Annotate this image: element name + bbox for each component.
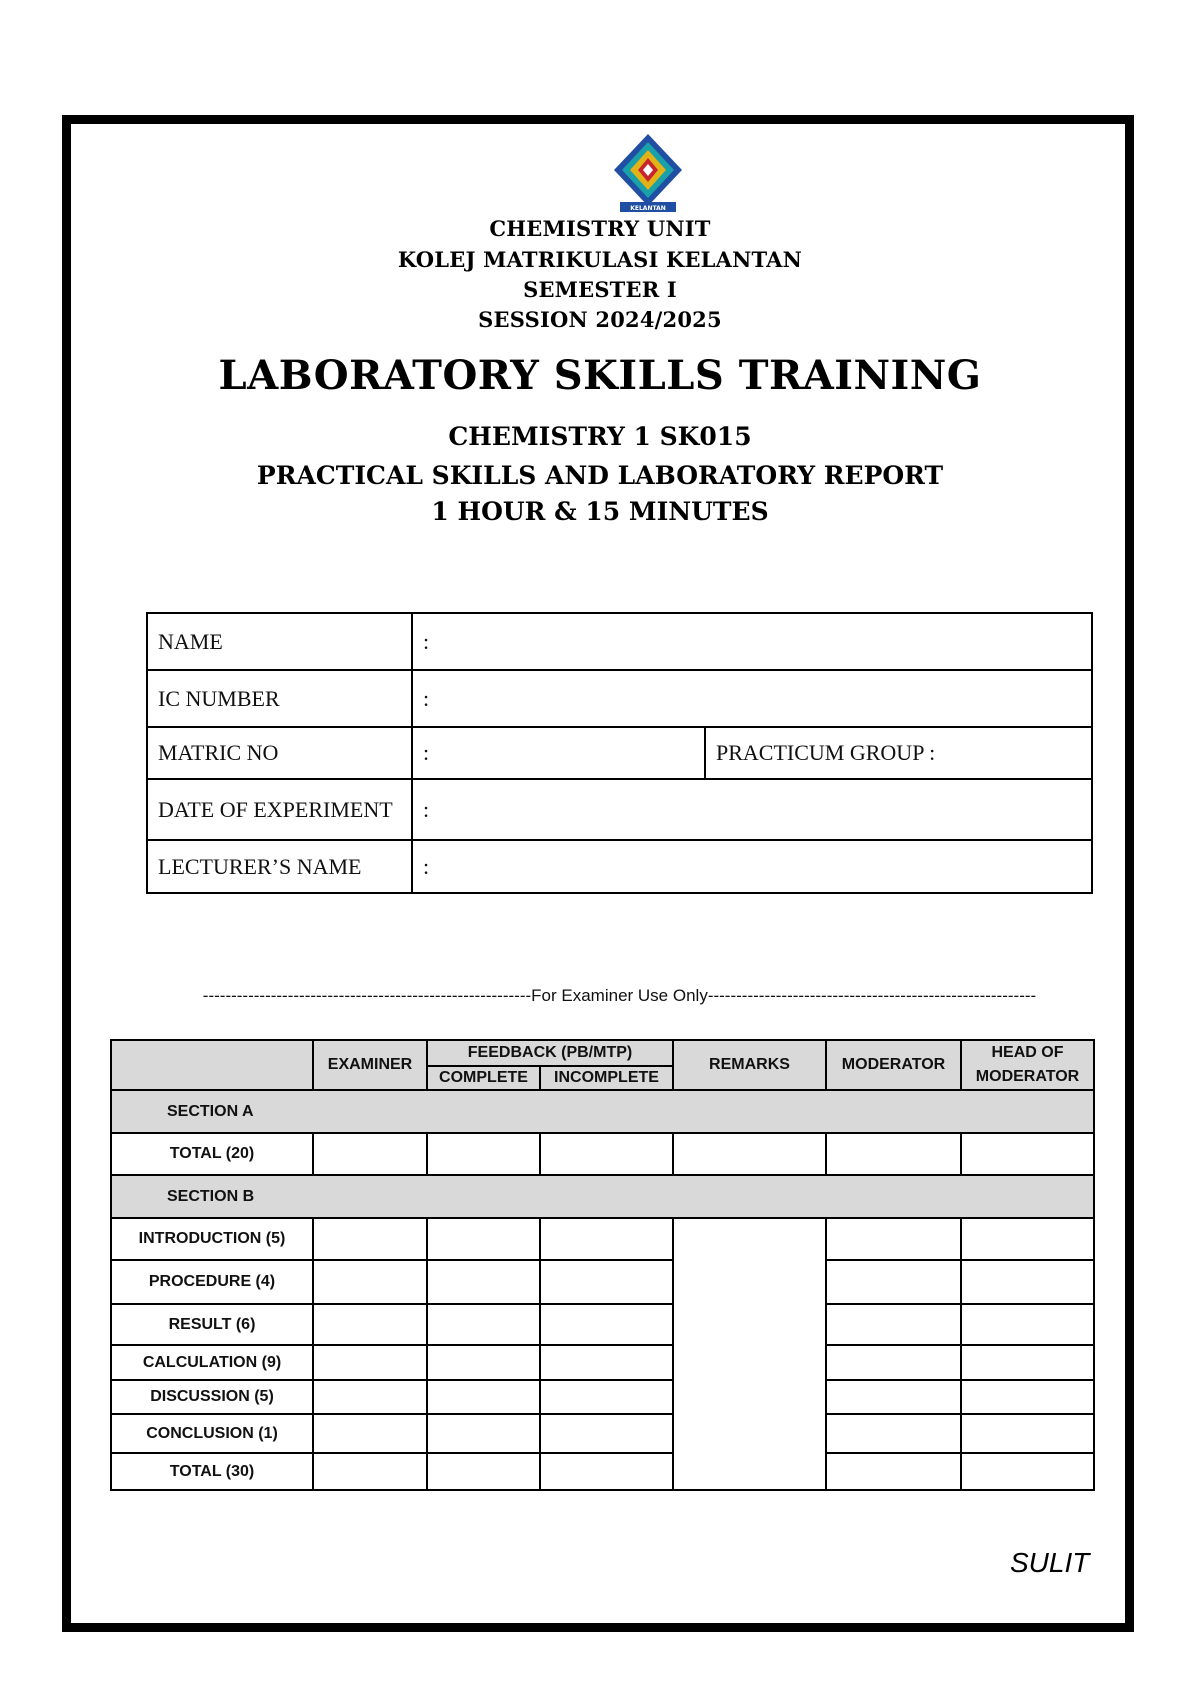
row-label: CALCULATION (9) (111, 1345, 313, 1380)
lecturer-label: LECTURER’S NAME (147, 840, 412, 893)
score-cell[interactable] (427, 1380, 540, 1414)
name-label: NAME (147, 613, 412, 670)
main-title: LABORATORY SKILLS TRAINING (218, 352, 982, 399)
score-cell[interactable] (427, 1345, 540, 1380)
duration: 1 HOUR & 15 MINUTES (431, 497, 769, 526)
report-subtitle: PRACTICAL SKILLS AND LABORATORY REPORT (256, 461, 944, 490)
score-cell[interactable] (961, 1133, 1094, 1175)
divider-right: ---------------------------------------------------------- (707, 986, 1037, 1005)
score-cell[interactable] (540, 1133, 673, 1175)
score-cell[interactable] (961, 1414, 1094, 1453)
score-cell[interactable] (673, 1133, 826, 1175)
score-cell[interactable] (826, 1260, 961, 1304)
header-feedback: FEEDBACK (PB/MTP) (427, 1040, 673, 1066)
row-label: TOTAL (30) (111, 1453, 313, 1490)
name-field[interactable]: : (412, 613, 1092, 670)
score-cell[interactable] (961, 1260, 1094, 1304)
logo-text: KELANTAN (630, 205, 666, 212)
score-cell[interactable] (427, 1453, 540, 1490)
examiner-table (110, 1039, 1095, 1491)
header-blank (111, 1040, 313, 1090)
row-label: CONCLUSION (1) (111, 1414, 313, 1453)
score-cell[interactable] (313, 1260, 427, 1304)
student-info-table (146, 612, 1093, 894)
score-cell[interactable] (313, 1414, 427, 1453)
date-label: DATE OF EXPERIMENT (147, 779, 412, 840)
score-cell[interactable] (961, 1453, 1094, 1490)
college-logo (612, 132, 684, 214)
unit-title: CHEMISTRY UNIT (489, 216, 711, 241)
ic-label: IC NUMBER (147, 670, 412, 727)
date-field[interactable]: : (412, 779, 1092, 840)
row-label: RESULT (6) (111, 1304, 313, 1345)
score-cell[interactable] (427, 1414, 540, 1453)
score-cell[interactable] (540, 1304, 673, 1345)
row-label: PROCEDURE (4) (111, 1260, 313, 1304)
score-cell[interactable] (313, 1453, 427, 1490)
header-complete: COMPLETE (427, 1066, 540, 1090)
practicum-group-field[interactable]: PRACTICUM GROUP : (705, 727, 1092, 779)
header-remarks: REMARKS (673, 1040, 826, 1090)
ic-field[interactable]: : (412, 670, 1092, 727)
score-cell[interactable] (427, 1218, 540, 1260)
header-moderator: MODERATOR (826, 1040, 961, 1090)
score-cell[interactable] (540, 1414, 673, 1453)
score-cell[interactable] (961, 1304, 1094, 1345)
section-a-row: SECTION A (111, 1090, 1094, 1133)
score-cell[interactable] (826, 1218, 961, 1260)
row-label: DISCUSSION (5) (111, 1380, 313, 1414)
score-cell[interactable] (826, 1304, 961, 1345)
score-cell[interactable] (540, 1453, 673, 1490)
divider-left: ---------------------------------------------------------- (202, 986, 532, 1005)
score-cell[interactable] (961, 1218, 1094, 1260)
lecturer-field[interactable]: : (412, 840, 1092, 893)
semester: SEMESTER I (523, 277, 677, 302)
score-cell[interactable] (540, 1218, 673, 1260)
section-b-row: SECTION B (111, 1175, 1094, 1218)
college-name: KOLEJ MATRIKULASI KELANTAN (397, 247, 803, 272)
score-cell[interactable] (540, 1380, 673, 1414)
course-code: CHEMISTRY 1 SK015 (448, 422, 752, 451)
score-cell[interactable] (826, 1133, 961, 1175)
row-label: INTRODUCTION (5) (111, 1218, 313, 1260)
score-cell[interactable] (826, 1453, 961, 1490)
examiner-divider (146, 986, 1093, 1006)
score-cell[interactable] (540, 1345, 673, 1380)
score-cell[interactable] (313, 1304, 427, 1345)
score-cell[interactable] (313, 1218, 427, 1260)
header-examiner: EXAMINER (313, 1040, 427, 1090)
score-cell[interactable] (427, 1133, 540, 1175)
total-a-label: TOTAL (20) (111, 1133, 313, 1175)
remarks-cell[interactable] (673, 1218, 826, 1490)
matric-field[interactable]: : (412, 727, 705, 779)
header-incomplete: INCOMPLETE (540, 1066, 673, 1090)
score-cell[interactable] (427, 1304, 540, 1345)
header-head-moderator: HEAD OF MODERATOR (961, 1040, 1094, 1090)
sulit-label: SULIT (1010, 1547, 1090, 1578)
score-cell[interactable] (826, 1414, 961, 1453)
divider-text: For Examiner Use Only (531, 986, 708, 1005)
score-cell[interactable] (313, 1345, 427, 1380)
score-cell[interactable] (961, 1345, 1094, 1380)
score-cell[interactable] (427, 1260, 540, 1304)
score-cell[interactable] (313, 1380, 427, 1414)
score-cell[interactable] (540, 1260, 673, 1304)
score-cell[interactable] (961, 1380, 1094, 1414)
score-cell[interactable] (826, 1380, 961, 1414)
matric-label: MATRIC NO (147, 727, 412, 779)
session: SESSION 2024/2025 (478, 307, 722, 332)
score-cell[interactable] (313, 1133, 427, 1175)
score-cell[interactable] (826, 1345, 961, 1380)
